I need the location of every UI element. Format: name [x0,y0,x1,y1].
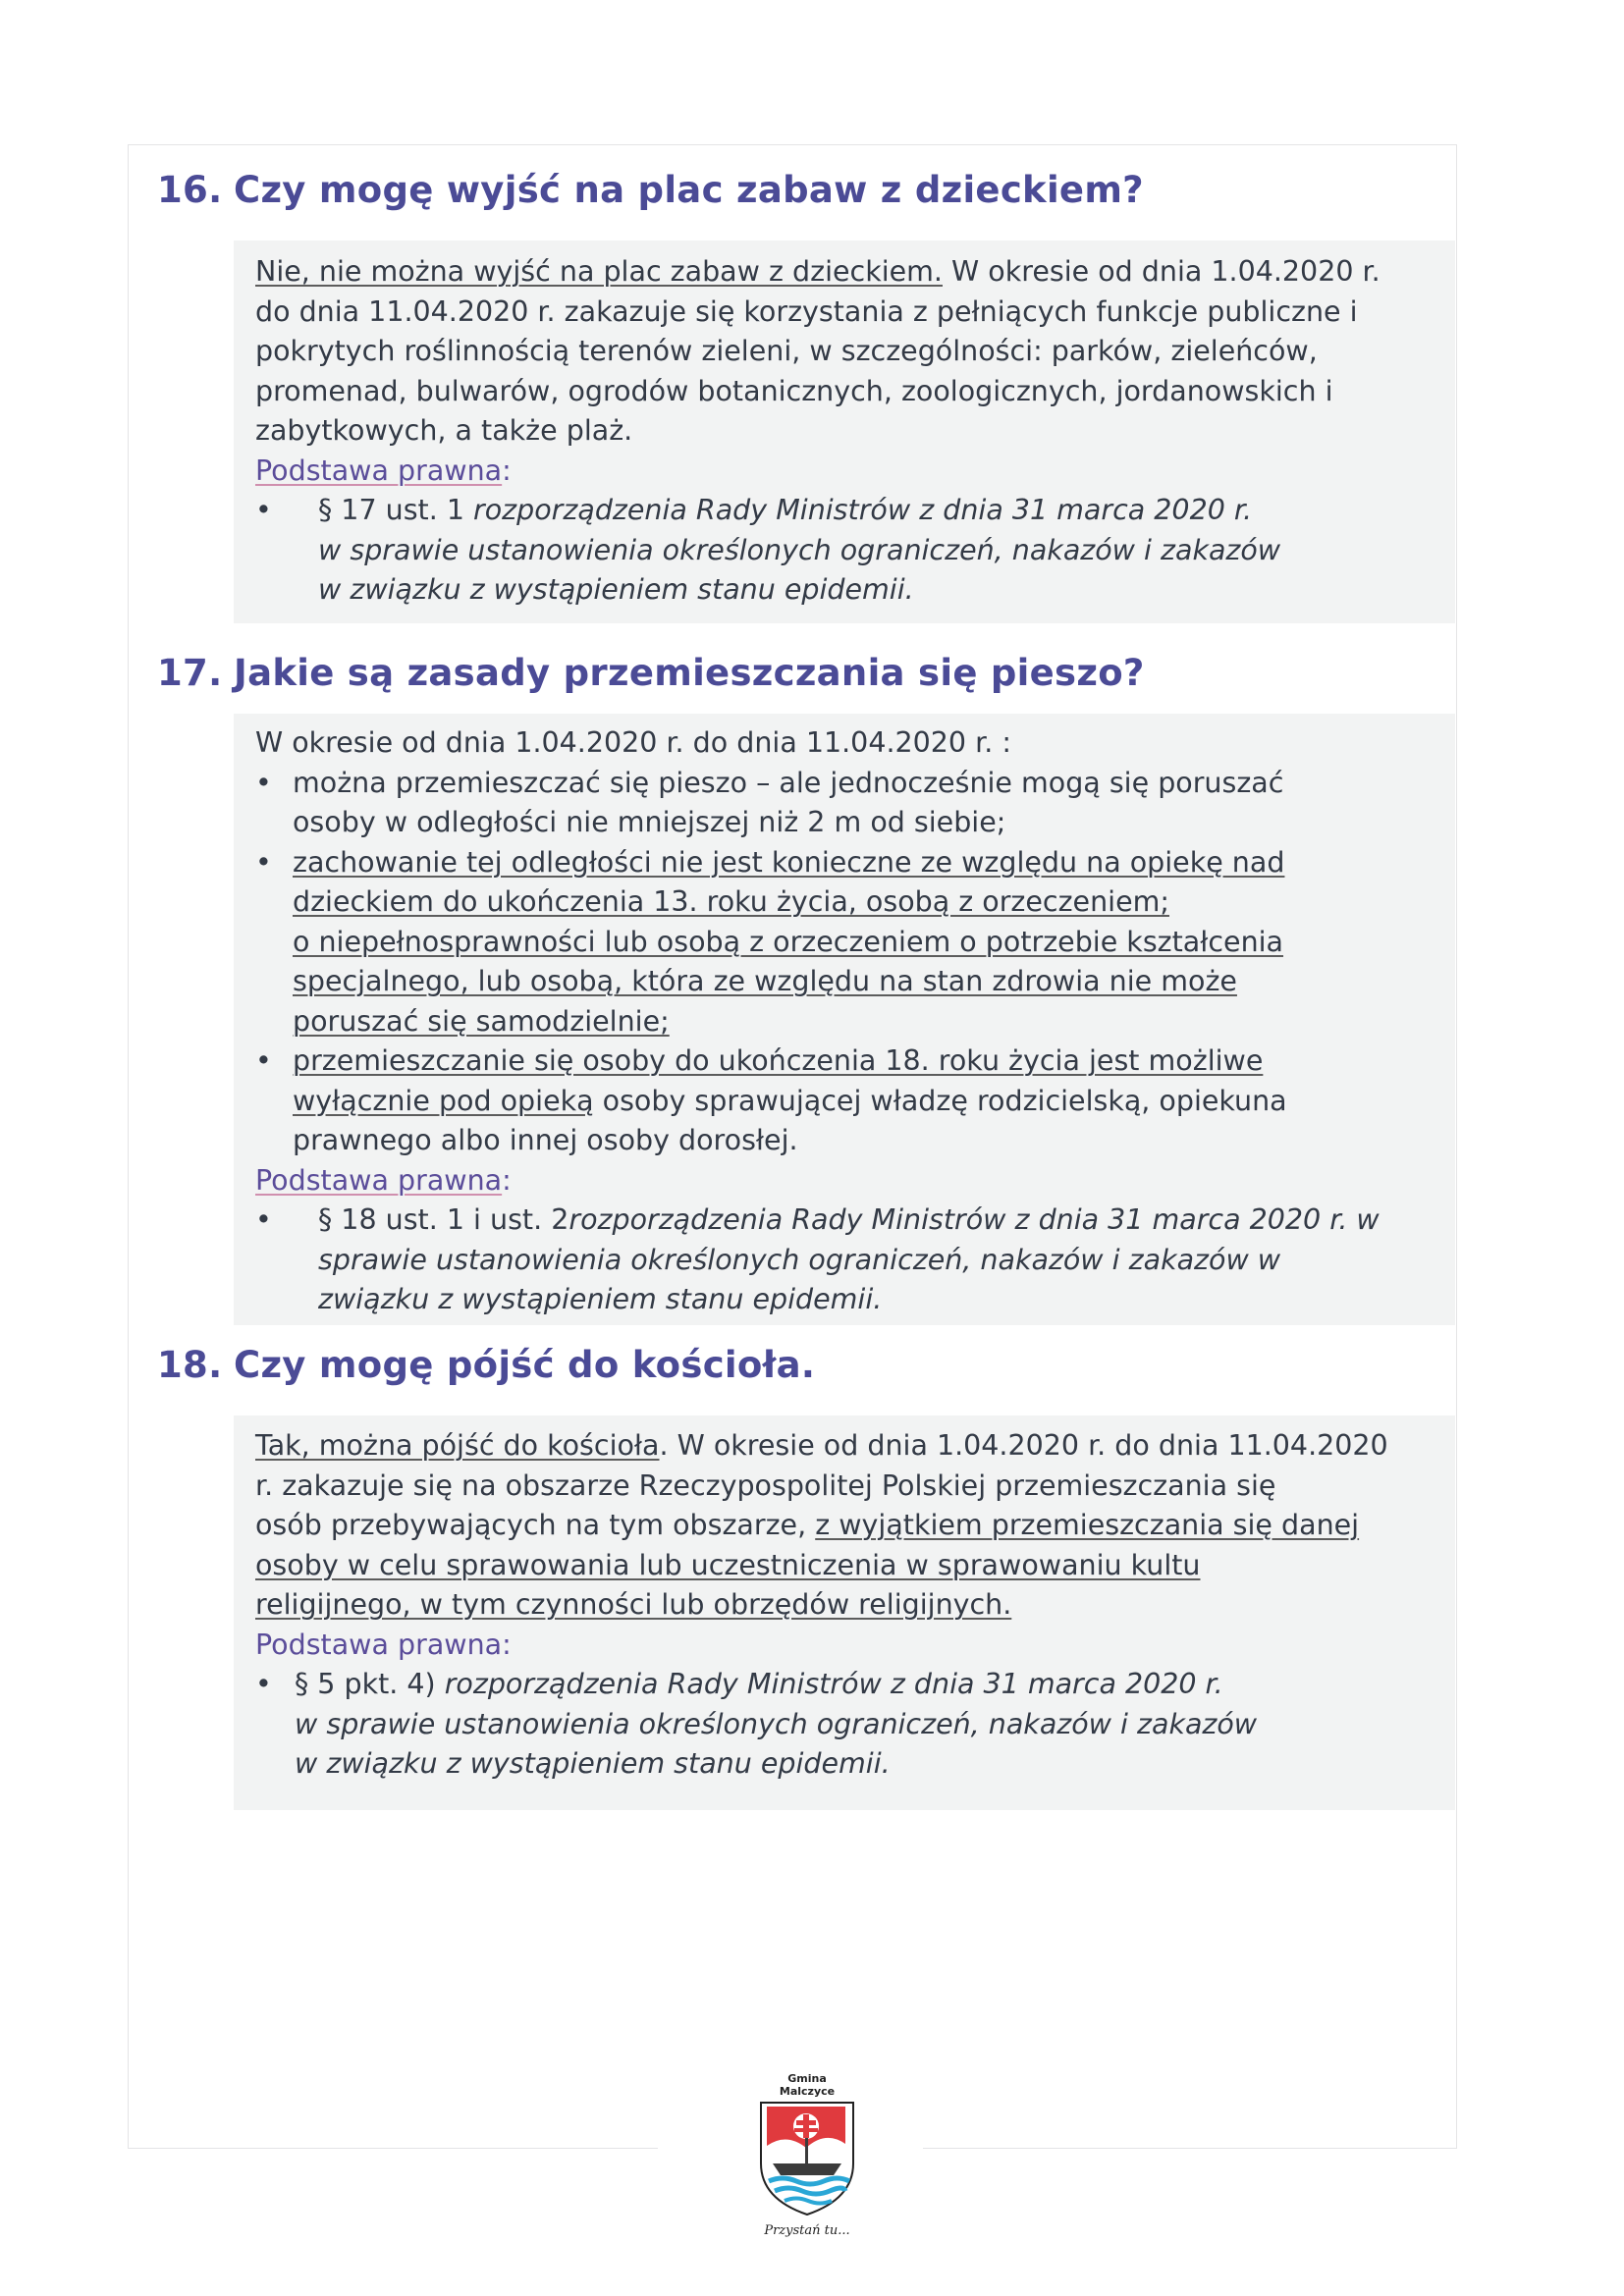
bullet: • [255,494,272,526]
list-item-text: przemieszczanie się osoby do ukończenia 18. roku życia jest możliwe [293,1044,1264,1077]
list-item-text: o niepełnosprawności lub osobą z orzeczeniem o potrzebie kształcenia [293,925,1284,958]
list-item-text: poruszać się samodzielnie; [293,1004,670,1038]
answer-text: . W okresie od dnia 1.04.2020 r. do dnia 11.04.2020 [659,1429,1388,1462]
list-item [255,764,1435,843]
legal-act-title: związku z wystąpieniem stanu epidemii. [318,1283,883,1315]
list-item-text: specjalnego, lub osobą, która ze względu na stan zdrowia nie może [293,965,1237,997]
bullet: • [255,1668,272,1700]
legal-reference: § 17 ust. 1 [318,494,474,526]
legal-act-title: sprawie ustanowienia określonych ograniczeń, nakazów i zakazów w [318,1243,1281,1276]
faq-item-16 [157,167,1455,606]
list-item [255,1041,1435,1161]
question-number: 18. [157,1344,223,1386]
legal-act-title: rozporządzenia Rady Ministrów z dnia 31 marca 2020 r. [473,494,1253,526]
answer-text: religijnego, w tym czynności lub obrzędów religijnych. [255,1588,1012,1621]
question-number: 17. [157,652,223,694]
legal-reference: § 5 pkt. 4) [295,1668,445,1700]
legal-act-title: w sprawie ustanowienia określonych ograniczeń, nakazów i zakazów [295,1707,1258,1740]
answer-line [255,1426,1435,1467]
logo-text-malczyce: Malczyce [779,2085,836,2098]
question-heading [157,1342,1455,1389]
answer-text: z wyjątkiem przemieszczania się danej [815,1509,1360,1541]
answer-text: osób przebywających na tym obszarze, [255,1509,816,1541]
answer-line: do dnia 11.04.2020 r. zakazuje się korzystania z pełniących funkcje publiczne i [255,294,1358,328]
question-text: Czy mogę wyjść na plac zabaw z dzieckiem? [234,169,1144,211]
answer-text: osoby w celu sprawowania lub uczestniczenia w sprawowaniu kultu [255,1548,1201,1581]
faq-item-17 [157,650,1455,1315]
gmina-malczyce-logo [743,2069,871,2242]
answer-intro: W okresie od dnia 1.04.2020 r. do dnia 11.04.2020 r. : [255,726,1011,759]
answer-box [234,240,1455,623]
answer-line [255,1506,1435,1546]
list-item [255,843,1435,1042]
answer-text: W okresie od dnia 1.04.2020 r. [943,255,1380,288]
list-item-text: wyłącznie pod opieką [293,1084,594,1117]
logo-text-gmina: Gmina [787,2072,827,2085]
answer-line [255,252,1435,293]
logo-motto: Przystań tu... [764,2223,850,2238]
list-item-text: osoby sprawującej władzę rodzicielską, opiekuna [593,1084,1287,1117]
list-item-text: prawnego albo innej osoby dorosłej. [293,1124,798,1156]
question-heading [157,650,1455,697]
answer-lead: Nie, nie można wyjść na plac zabaw z dzieckiem. [255,255,943,288]
legal-reference: § 18 ust. 1 i ust. 2 [318,1203,569,1236]
legal-basis-item [255,1665,1435,1785]
bullet: • [255,766,272,799]
answer-box [234,1415,1455,1810]
legal-basis-label: Podstawa prawna: [255,1628,512,1661]
question-text: Czy mogę pójść do kościoła. [234,1344,816,1386]
faq-item-18 [157,1342,1455,1780]
list-item-text: dzieckiem do ukończenia 13. roku życia, osobą z orzeczeniem; [293,885,1169,918]
question-number: 16. [157,169,223,211]
question-text: Jakie są zasady przemieszczania się pieszo? [234,652,1145,694]
answer-line: zabytkowych, a także plaż. [255,414,633,447]
answer-line [255,1546,1435,1586]
legal-basis-item [255,491,1435,611]
answer-line: pokrytych roślinnością terenów zieleni, w szczególności: parków, zieleńców, [255,335,1318,367]
coat-of-arms-icon [743,2069,871,2242]
answer-line: r. zakazuje się na obszarze Rzeczypospolitej Polskiej przemieszczania się [255,1468,1276,1502]
legal-act-title: rozporządzenia Rady Ministrów z dnia 31 marca 2020 r. w [568,1203,1380,1236]
list-item-text: można przemieszczać się pieszo – ale jednocześnie mogą się poruszać [293,766,1284,799]
answer-line [255,1585,1435,1626]
legal-act-title: w sprawie ustanowienia określonych ograniczeń, nakazów i zakazów [318,533,1281,566]
answer-box [234,714,1455,1325]
bullet: • [255,1203,272,1236]
answer-line: promenad, bulwarów, ogrodów botanicznych, zoologicznych, jordanowskich i [255,374,1333,407]
legal-act-title: w związku z wystąpieniem stanu epidemii. [295,1747,891,1780]
bullet: • [255,845,272,879]
legal-act-title: rozporządzenia Rady Ministrów z dnia 31 marca 2020 r. [444,1668,1223,1700]
answer-lead: Tak, można pójść do kościoła [255,1429,660,1462]
bullet: • [255,1044,272,1077]
legal-basis-item [255,1201,1435,1320]
list-item-text: osoby w odległości nie mniejszej niż 2 m od siebie; [293,806,1006,838]
legal-basis-label: Podstawa prawna: [255,1163,512,1197]
list-item-text: zachowanie tej odległości nie jest konieczne ze względu na opiekę nad [293,845,1285,879]
question-heading [157,167,1455,214]
legal-basis-label: Podstawa prawna: [255,454,512,487]
legal-act-title: w związku z wystąpieniem stanu epidemii. [318,573,914,606]
